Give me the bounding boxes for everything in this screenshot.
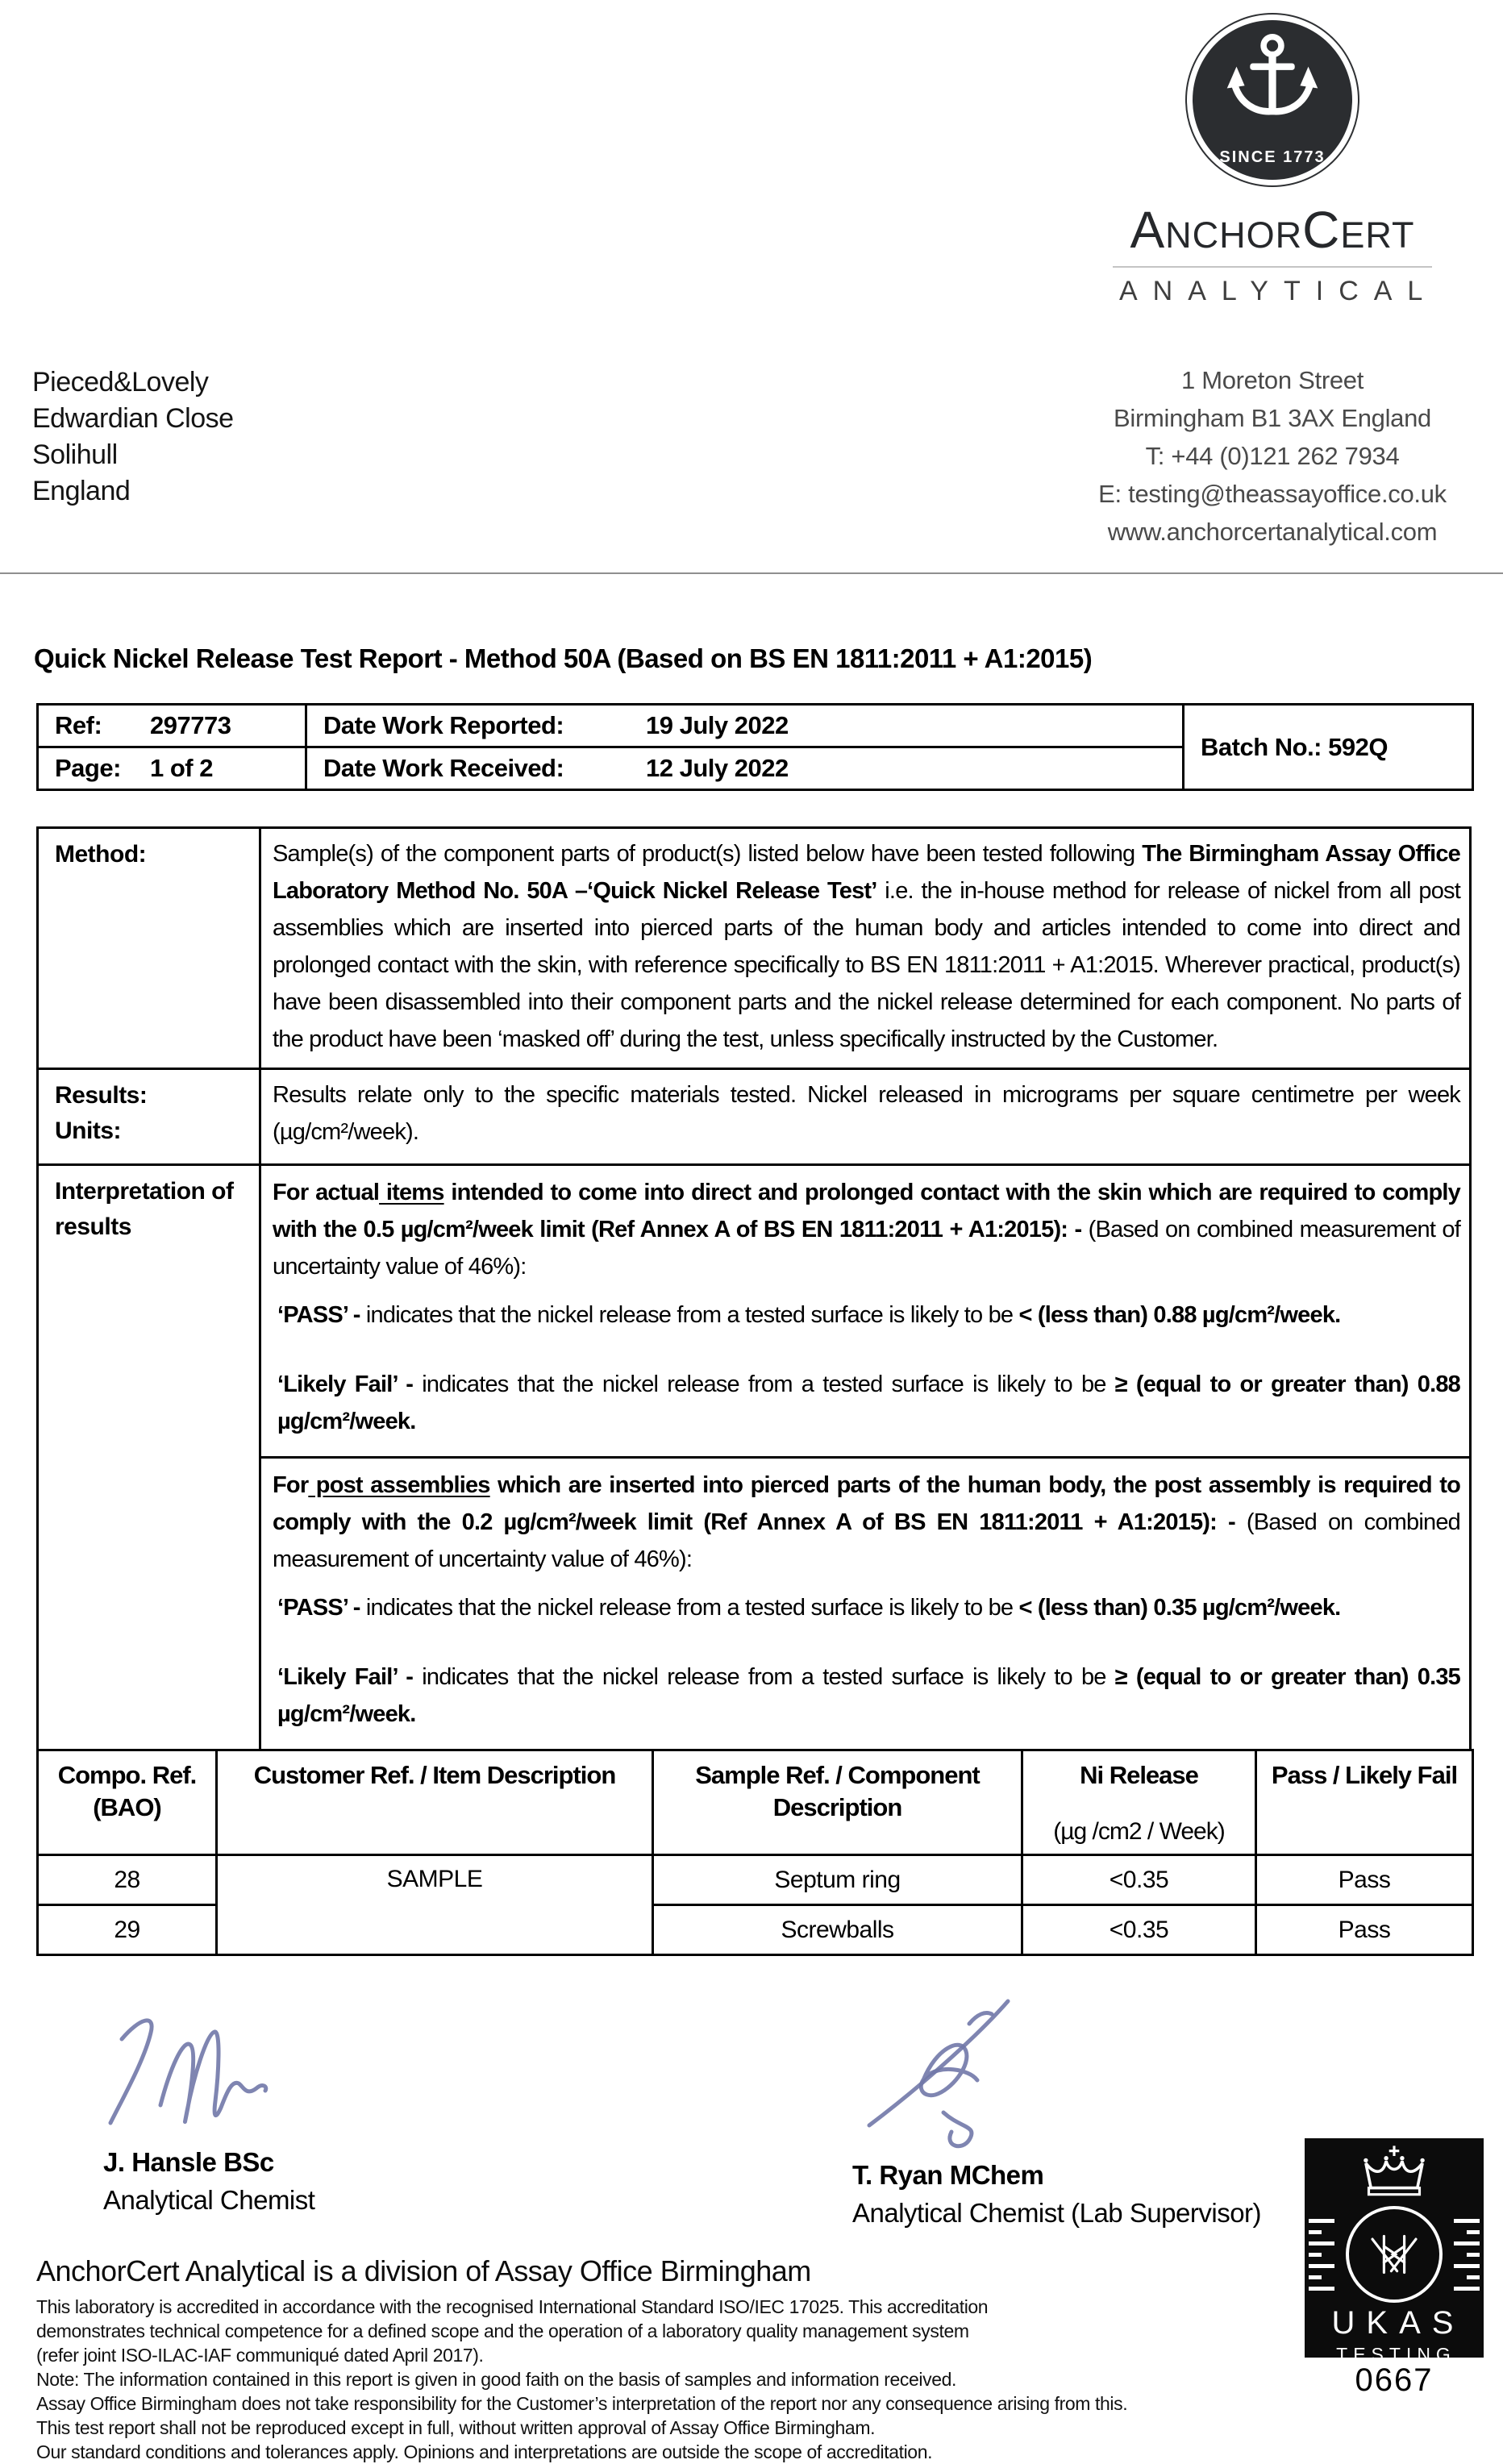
header-sample-ref: Sample Ref. / Component Description: [653, 1750, 1022, 1855]
anchorcert-logo: [1111, 13, 1438, 307]
compo-ref-value: 28: [38, 1855, 217, 1905]
page-value: 1 of 2: [150, 754, 213, 782]
footer-line: Assay Office Birmingham does not take responsibility for the Customer’s interpretation of the report nor any consequence arising from this.: [36, 2393, 1128, 2414]
method-label: Method:: [55, 841, 147, 868]
customer-ref-value: SAMPLE: [217, 1855, 653, 1955]
signatory-name: J. Hansle BSc: [103, 2147, 274, 2177]
intro-underline: post assemblies: [308, 1472, 490, 1498]
date-reported-label: Date Work Reported:: [323, 711, 564, 739]
intro-bold: which are inserted into pierced parts of the human body, the post assembly is required to comply with the 0.2 µg/cm²/week limit (Ref Annex A of BS EN 1811:2011 + A1:2015): -: [273, 1472, 1460, 1535]
logo-since-text: SINCE 1773: [1219, 148, 1326, 166]
report-body: [36, 703, 1472, 2464]
ukas-number: 0667: [1355, 2362, 1434, 2398]
ukas-device-icon: [1346, 2206, 1443, 2303]
contact-line: 1 Moreton Street: [1180, 366, 1364, 394]
ref-label: Ref:: [55, 711, 102, 739]
ukas-type-text: TESTING: [1336, 2344, 1456, 2365]
contact-email: E: testing@theassayoffice.co.uk: [1098, 480, 1447, 508]
fail-definition: [273, 1366, 1460, 1440]
ref-cell: [38, 705, 306, 747]
method-results-table: [36, 826, 1472, 1751]
footer-line: demonstrates technical competence for a defined scope and the operation of a laboratory quality management system: [36, 2320, 969, 2341]
date-received-cell: [306, 747, 1184, 790]
footer: [36, 2254, 1294, 2464]
pass-limit: < (less than) 0.88 µg/cm²/week.: [1018, 1302, 1341, 1328]
pass-limit: < (less than) 0.35 µg/cm²/week.: [1018, 1595, 1341, 1621]
interpretation-block-post-assemblies: [261, 1456, 1472, 1749]
address-line: Edwardian Close: [32, 403, 234, 434]
fail-limit: ≥ (equal to or greater than) 0.88 µg/cm²/week.: [277, 1371, 1461, 1434]
header-pass-fail: Pass / Likely Fail: [1256, 1750, 1473, 1855]
compo-ref-value: 29: [38, 1905, 217, 1955]
pass-fail-value: Pass: [1256, 1905, 1473, 1955]
method-text-bold: The Birmingham Assay Office Laboratory Method No. 50A –‘Quick Nickel Release Test’: [273, 841, 1460, 904]
ni-release-value: <0.35: [1022, 1855, 1256, 1905]
ni-release-title: Ni Release: [1080, 1761, 1198, 1789]
ni-release-value: <0.35: [1022, 1905, 1256, 1955]
contact-phone: T: +44 (0)121 262 7934: [1145, 442, 1400, 470]
reference-table: [36, 703, 1474, 791]
customer-address: [32, 364, 234, 510]
interpretation-intro: [273, 1174, 1460, 1285]
anchor-logo-icon: [1185, 13, 1359, 187]
signatures-section: [36, 1996, 1472, 2248]
address-line: Pieced&Lovely: [32, 367, 209, 397]
pass-text: indicates that the nickel release from a tested surface is likely to be: [365, 1302, 1019, 1328]
header-compo-ref: Compo. Ref. (BAO): [38, 1750, 217, 1855]
date-reported-value: 19 July 2022: [646, 711, 789, 739]
interpretation-block-items: [273, 1166, 1460, 1456]
logo-brand-text: AnchorCert: [1130, 201, 1415, 259]
batch-cell: Batch No.: 592Q: [1184, 705, 1473, 790]
header-divider: [0, 572, 1503, 574]
ukas-box: [1305, 2138, 1484, 2365]
address-line: England: [32, 476, 131, 506]
signatory-name: T. Ryan MChem: [852, 2160, 1044, 2190]
table-row: [38, 1855, 1473, 1905]
ukas-name-text: UKAS: [1331, 2305, 1465, 2341]
interpretation-label: Interpretation of results: [39, 1163, 259, 1749]
pass-text: indicates that the nickel release from a tested surface is likely to be: [365, 1595, 1019, 1621]
table-header-row: [38, 1750, 1473, 1855]
ukas-crown-icon: [1347, 2141, 1442, 2200]
results-label: Results:: [55, 1082, 148, 1109]
fail-text: indicates that the nickel release from a tested surface is likely to be: [422, 1371, 1115, 1397]
logo-subtitle-text: ANALYTICAL: [1119, 276, 1438, 306]
results-units-text: Results relate only to the specific materials tested. Nickel released in micrograms per square centimetre per week (µg/cm²/week).: [259, 1068, 1472, 1163]
footer-line: This test report shall not be reproduced except in full, without written approval of Assay Office Birmingham.: [36, 2417, 876, 2438]
footer-line: Our standard conditions and tolerances apply. Opinions and interpretations are outside the scope of accreditation.: [36, 2441, 933, 2462]
footer-line: Note: The information contained in this report is given in good faith on the basis of samples and information received.: [36, 2369, 956, 2390]
header-customer-ref: Customer Ref. / Item Description: [217, 1750, 653, 1855]
pass-term: ‘PASS’ -: [277, 1595, 366, 1621]
units-label: Units:: [55, 1118, 121, 1144]
header-ni-release: [1022, 1750, 1256, 1855]
sample-ref-value: Septum ring: [653, 1855, 1022, 1905]
page-label: Page:: [55, 754, 121, 782]
fail-text: indicates that the nickel release from a tested surface is likely to be: [422, 1664, 1115, 1690]
footer-heading: AnchorCert Analytical is a division of Assay Office Birmingham: [36, 2254, 811, 2287]
fail-limit: ≥ (equal to or greater than) 0.35 µg/cm²/week.: [277, 1664, 1461, 1727]
method-text-part: i.e. the in-house method for release of nickel from all post assemblies which are inserted into pierced parts of the human body and articles intended to come into direct and prolonged contact with the skin, with reference specifically to BS EN 1811:2011 + A1:2015. Wherever practical, product(s) have been disassembled into their component parts and the nickel release determined for each component. No parts of the product have been ‘masked off’ during the test, unless specifically instructed by the Customer.: [273, 878, 1461, 1052]
pass-fail-value: Pass: [1256, 1855, 1473, 1905]
intro-underline: items: [379, 1180, 444, 1205]
ukas-dashes-left: [1309, 2219, 1334, 2291]
intro-regular: (Based on combined measurement of uncertainty value of 46%):: [273, 1509, 1460, 1572]
intro-bold: intended to come into direct and prolonged contact with the skin which are required to comply with the 0.5 µg/cm²/week limit (Ref Annex A of BS EN 1811:2011 + A1:2015): -: [273, 1180, 1460, 1242]
signatory-left: [103, 2143, 314, 2219]
lab-contact: [1056, 361, 1488, 551]
ni-release-unit: (µg /cm2 / Week): [1053, 1818, 1225, 1845]
signature-j-hansle: [93, 2000, 335, 2146]
date-reported-cell: [306, 705, 1184, 747]
contact-line: Birmingham B1 3AX England: [1113, 404, 1431, 432]
ukas-testing-logo: [1305, 2138, 1484, 2399]
signatory-role: Analytical Chemist (Lab Supervisor): [852, 2198, 1262, 2228]
sample-ref-value: Screwballs: [653, 1905, 1022, 1955]
contact-website: www.anchorcertanalytical.com: [1107, 518, 1438, 546]
interpretation-intro: [273, 1467, 1460, 1578]
pass-definition: [273, 1589, 1460, 1626]
ukas-dashes-right: [1454, 2219, 1480, 2291]
fail-definition: [273, 1659, 1460, 1733]
ref-value: 297773: [150, 711, 231, 739]
interpretation-content: [259, 1163, 1472, 1749]
signatory-right: [852, 2156, 1261, 2232]
intro-regular: (Based on combined measurement of uncertainty value of 46%):: [273, 1217, 1461, 1280]
footer-line: (refer joint ISO-ILAC-IAF communiqué dated April 2017).: [36, 2345, 484, 2366]
pass-term: ‘PASS’ -: [277, 1302, 366, 1328]
intro-bold: For actual: [273, 1180, 380, 1205]
page-cell: [38, 747, 306, 790]
logo-circle: [1193, 20, 1352, 180]
signature-t-ryan: [847, 1990, 1113, 2151]
results-units-label: [39, 1068, 259, 1163]
intro-bold: For: [273, 1472, 309, 1498]
logo-divider: [1113, 266, 1432, 268]
anchor-icon: [1222, 31, 1323, 133]
address-line: Solihull: [32, 439, 118, 470]
footer-line: This laboratory is accredited in accordance with the recognised International Standard ISO/IEC 17025. This accreditation: [36, 2296, 989, 2317]
fail-term: ‘Likely Fail’ -: [277, 1371, 423, 1397]
signatory-role: Analytical Chemist: [103, 2185, 315, 2215]
pass-definition: [273, 1297, 1460, 1334]
table-row: [38, 705, 1473, 747]
date-received-label: Date Work Received:: [323, 754, 564, 782]
report-title: Quick Nickel Release Test Report - Method 50A (Based on BS EN 1811:2011 + A1:2015): [34, 643, 1093, 673]
date-received-value: 12 July 2022: [646, 754, 789, 782]
ukas-emblem-row: [1305, 2204, 1484, 2305]
method-text-part: Sample(s) of the component parts of product(s) listed below have been tested following: [273, 841, 1143, 867]
results-table: [36, 1749, 1474, 1956]
method-text: [259, 829, 1472, 1068]
fail-term: ‘Likely Fail’ -: [277, 1664, 423, 1690]
